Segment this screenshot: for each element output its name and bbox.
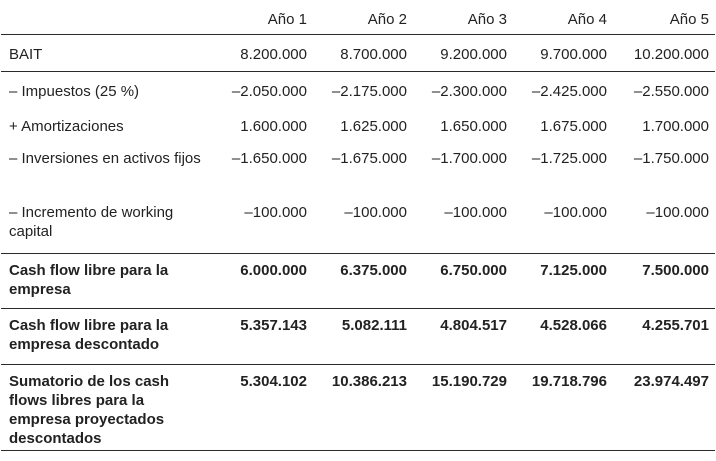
- row-label: BAIT: [9, 45, 43, 63]
- row-label: + Amortizaciones: [9, 118, 124, 135]
- header-cell-empty: [1, 0, 211, 34]
- cell-value: –100.000: [244, 204, 307, 221]
- cell-value: 8.700.000: [340, 45, 407, 63]
- cell-value: 4.804.517: [440, 316, 507, 334]
- table-row: [1, 34, 715, 71]
- header-cell-year-4: Año 4: [567, 11, 607, 28]
- cell-value: 6.375.000: [340, 261, 407, 279]
- cash-flow-table: [1, 0, 715, 451]
- cell-value: 19.718.796: [531, 372, 607, 390]
- row-label: – Impuestos (25 %): [9, 82, 140, 100]
- cell-value: 8.200.000: [240, 45, 307, 63]
- header-row: [1, 0, 715, 34]
- cell-value: 7.125.000: [540, 261, 607, 279]
- cell-value: –1.750.000: [633, 150, 709, 167]
- cell-value: 1.700.000: [642, 118, 709, 135]
- cell-value: 5.082.111: [341, 316, 407, 334]
- cell-value: 9.700.000: [540, 45, 607, 63]
- cell-value: –2.550.000: [633, 82, 709, 100]
- cell-value: 5.304.102: [240, 372, 307, 390]
- row-label: Sumatorio de los cash flows libres para la empresa proyectados descontados: [9, 372, 170, 447]
- cell-value: –1.700.000: [431, 150, 507, 167]
- table-row: [1, 197, 715, 253]
- cell-value: 9.200.000: [440, 45, 507, 63]
- cell-value: 15.190.729: [431, 372, 507, 390]
- row-label: Cash flow libre para la empresa: [9, 261, 169, 298]
- cell-value: –100.000: [646, 204, 709, 221]
- cell-value: 1.650.000: [440, 118, 507, 135]
- cell-value: 5.357.143: [240, 316, 307, 334]
- table-row: [1, 364, 715, 450]
- row-label: – Incremento de working capital: [9, 204, 174, 240]
- cell-value: –1.725.000: [531, 150, 607, 167]
- cell-value: 23.974.497: [633, 372, 709, 390]
- table-row: [1, 143, 715, 197]
- cell-value: 6.000.000: [240, 261, 307, 279]
- cell-value: –100.000: [344, 204, 407, 221]
- cell-value: 1.600.000: [240, 118, 307, 135]
- cell-value: –2.425.000: [531, 82, 607, 100]
- cell-value: –100.000: [544, 204, 607, 221]
- cell-value: –1.675.000: [331, 150, 407, 167]
- table-row: [1, 253, 715, 308]
- cell-value: 1.625.000: [340, 118, 407, 135]
- row-label: Cash flow libre para la empresa descontado: [9, 316, 169, 353]
- row-label: – Inversiones en activos fijos: [9, 150, 201, 167]
- cell-value: 1.675.000: [540, 118, 607, 135]
- cell-value: 4.255.701: [642, 316, 709, 334]
- cell-value: 6.750.000: [440, 261, 507, 279]
- cell-value: –2.300.000: [431, 82, 507, 100]
- header-cell-year-5: Año 5: [669, 11, 709, 28]
- cell-value: –2.050.000: [231, 82, 307, 100]
- table-row: [1, 107, 715, 143]
- table-row: [1, 71, 715, 107]
- cell-value: 10.386.213: [331, 372, 407, 390]
- cell-value: 4.528.066: [540, 316, 607, 334]
- cell-value: –2.175.000: [331, 82, 407, 100]
- cell-value: –100.000: [444, 204, 507, 221]
- cell-value: 7.500.000: [642, 261, 709, 279]
- header-cell-year-1: Año 1: [267, 11, 307, 28]
- header-cell-year-2: Año 2: [367, 11, 407, 28]
- table-row: [1, 308, 715, 364]
- cell-value: 10.200.000: [633, 45, 709, 63]
- cell-value: –1.650.000: [231, 150, 307, 167]
- header-cell-year-3: Año 3: [467, 11, 507, 28]
